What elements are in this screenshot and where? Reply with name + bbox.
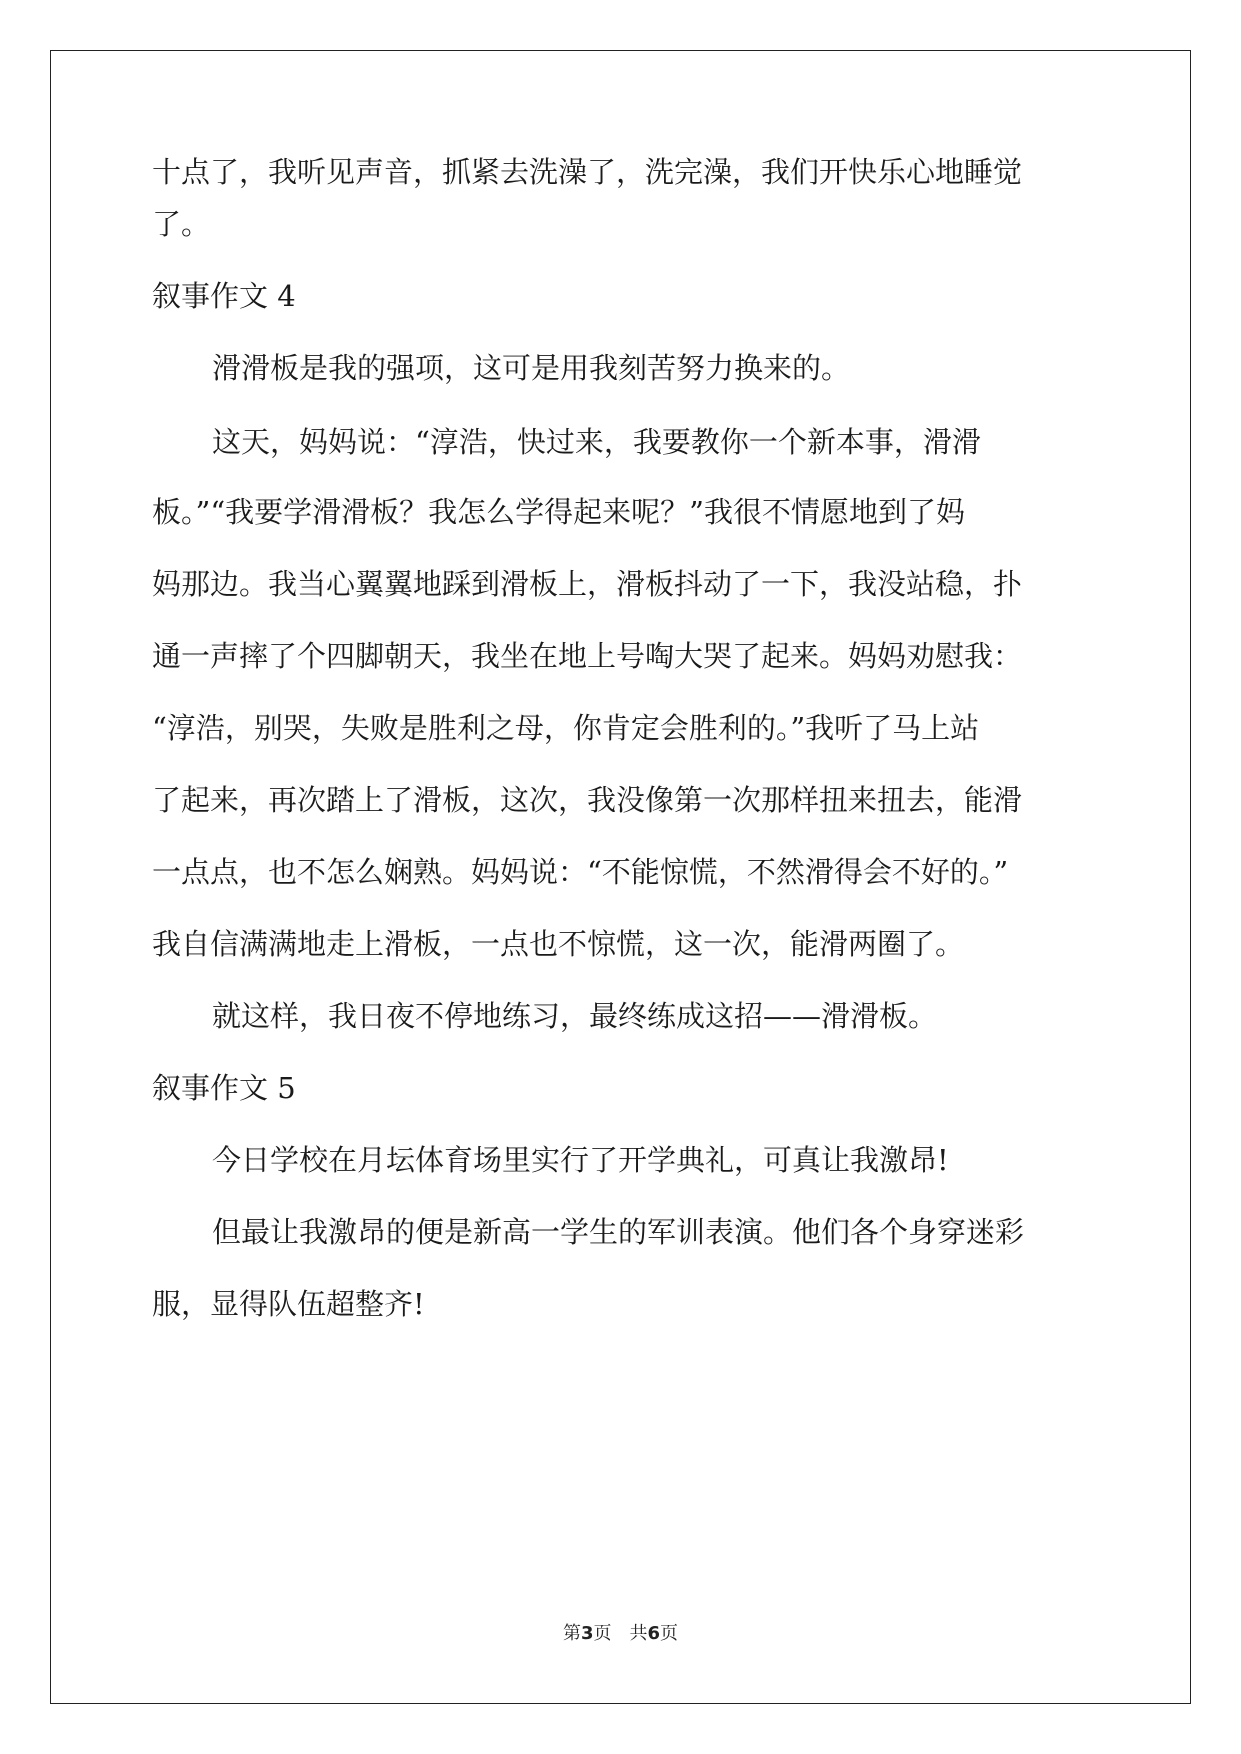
text-line-1: 十点了，我听见声音，抓紧去洗澡了，洗完澡，我们开快乐心地睡觉 — [152, 155, 1023, 189]
footer-suffix: 页 — [660, 1623, 679, 1644]
section-heading-4: 叙事作文 4 — [152, 279, 296, 313]
footer-mid: 页 共 — [593, 1623, 648, 1644]
section-heading-5: 叙事作文 5 — [152, 1071, 296, 1105]
paragraph-line-9: 我自信满满地走上滑板，一点也不惊慌，这一次，能滑两圈了。 — [152, 927, 965, 961]
paragraph-line-13: 服，显得队伍超整齐! — [152, 1287, 425, 1321]
footer-prefix: 第 — [562, 1623, 581, 1644]
paragraph-line-7: 了起来，再次踏上了滑板，这次，我没像第一次那样扭来扭去，能滑 — [152, 783, 1023, 817]
paragraph-line-6: “淳浩，别哭，失败是胜利之母，你肯定会胜利的。”我听了马上站 — [152, 711, 980, 745]
paragraph-line-3: 板。”“我要学滑滑板？我怎么学得起来呢？”我很不情愿地到了妈 — [152, 495, 965, 529]
paragraph-line-1: 滑滑板是我的强项，这可是用我刻苦努力换来的。 — [212, 351, 851, 385]
paragraph-line-4: 妈那边。我当心翼翼地踩到滑板上，滑板抖动了一下，我没站稳，扑 — [152, 567, 1023, 601]
paragraph-line-8: 一点点，也不怎么娴熟。妈妈说：“不能惊慌，不然滑得会不好的。” — [152, 855, 1009, 889]
footer-total-pages: 6 — [647, 1623, 661, 1644]
paragraph-line-10: 就这样，我日夜不停地练习，最终练成这招——滑滑板。 — [212, 999, 938, 1033]
footer-page-number: 3 — [580, 1623, 594, 1644]
page-footer — [0, 1622, 1241, 1646]
paragraph-line-5: 通一声摔了个四脚朝天，我坐在地上号啕大哭了起来。妈妈劝慰我： — [152, 639, 1023, 673]
paragraph-line-2: 这天，妈妈说：“淳浩，快过来，我要教你一个新本事，滑滑 — [212, 425, 981, 459]
paragraph-line-12: 但最让我激昂的便是新高一学生的军训表演。他们各个身穿迷彩 — [212, 1215, 1025, 1249]
text-line-2: 了。 — [152, 207, 211, 241]
paragraph-line-11: 今日学校在月坛体育场里实行了开学典礼，可真让我激昂! — [212, 1143, 949, 1177]
